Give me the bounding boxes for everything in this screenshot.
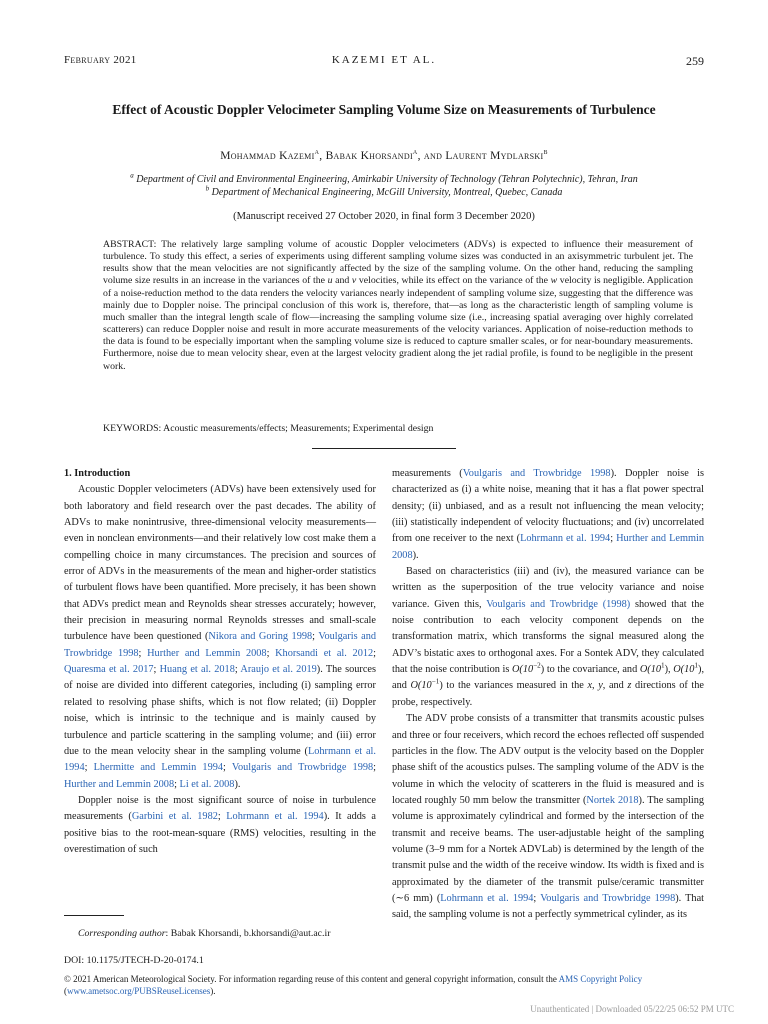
section-divider [312,448,456,449]
issue-date: February 2021 [64,54,137,66]
author-list: Mohammad Kazemi$^a$, Babak Khorsandi$^a$, and Laurent Mydlarski$^b$ [220,147,548,162]
manuscript-dates: (Manuscript received 27 October 2020, in final form 3 December 2020) [233,211,535,222]
left-column [64,466,376,858]
affiliation-a: Department of Civil and Environmental Engineering, Amirkabir University of Technology (Tehran Polytechnic), Tehran, Iran [136,174,638,185]
author-mydlarski: Laurent Mydlarski [445,150,544,162]
citation-link[interactable]: Lohrmann et al. 1994 [440,892,534,904]
citation-link[interactable]: Hurther and Lemmin 2008 [64,778,175,790]
citation-link[interactable]: Lohrmann et al. 1994 [226,811,324,823]
affiliations: $^a$ Department of Civil and Environmental Engineering, Amirkabir University of Technology (Tehran Polytechnic), Tehran, Iran $^b$ Department of Mechanical Engineering, McGill University, Montreal, Quebec, Canada [130,171,638,198]
keywords: KEYWORDS: Acoustic measurements/effects; Measurements; Experimental design [103,423,434,434]
citation-link[interactable]: Hurther and Lemmin 2008 [147,647,267,659]
abstract-label: ABSTRACT: [103,239,157,250]
citation-link[interactable]: Voulgaris and Trowbridge (1998) [486,598,631,610]
citation-link[interactable]: Nikora and Goring 1998 [208,631,313,643]
paragraph: Based on characteristics (iii) and (iv), the measured variance can be written as the superposition of the true velocity variance and noise variance. Given this, Voulgaris and Trowbridge (1998) showed that the noise contribution to each velocity component depends on the transformation matrix, which transforms the signal measured along the ADV’s bistatic axes to orthogonal axes. For a Sontek ADV, they calculated that the noise contribution is $O(10^{-2})$ to the covariance, and $O(10^1)$, $O(10^1)$, and $O(10^{-1})$ to the variances measured in the x, y, and z directions of the probe, respectively. [392,566,705,708]
author-khorsandi: Babak Khorsandi [325,150,413,162]
citation-link[interactable]: Quaresma et al. 2017 [64,664,154,676]
footnote-rule [64,915,124,916]
right-column [392,466,704,924]
citation-link[interactable]: Huang et al. 2018 [159,664,235,676]
copyright-policy-link[interactable]: AMS Copyright Policy [558,974,643,984]
citation-link[interactable]: Voulgaris and Trowbridge 1998 [462,468,611,479]
page-number: 259 [686,54,704,68]
running-head: KAZEMI ET AL. [331,54,437,66]
citation-link[interactable]: Hurther and Lemmin 2008 [392,533,704,561]
reuse-license-link[interactable]: www.ametsoc.org/PUBSReuseLicenses [67,986,211,996]
affiliation-b: Department of Mechanical Engineering, McGill University, Montreal, Quebec, Canada [211,187,563,198]
citation-link[interactable]: Lohrmann et al. 1994 [64,745,376,774]
paper-title: Effect of Acoustic Doppler Velocimeter Sampling Volume Size on Measurements of Turbulence [112,102,656,117]
section-heading: 1. Introduction [64,468,131,479]
citation-link[interactable]: Li et al. 2008 [179,778,235,790]
citation-link[interactable]: Garbini et al. 1982 [131,811,218,823]
citation-link[interactable]: Voulgaris and Trowbridge 1998 [540,892,676,904]
citation-link[interactable]: Lhermitte and Lemmin 1994 [93,762,224,774]
abstract: ABSTRACT: The relatively large sampling volume of acoustic Doppler velocimeters (ADVs) is expected to influence their measurement of turbulence. To study this effect, a series of experiments using different sampling volume sizes was conducted in an axisymmetric turbulent jet. The results show that the mean velocities are not significantly affected by the size of the sampling volume. On the other hand, reducing the sampling volume size results in an increase in the variances of the u and v velocities, while its effect on the variance of the w velocity is negligible. Application of a noise-reduction method to the data renders the velocity variances nearly independent of sampling volume size, suggesting that the difference was mainly due to Doppler noise. The principal conclusion of this work is, therefore, that—as long as the characteristic length of sampling volume is much smaller than the integral length scale of flow—increasing the sampling volume size (i.e., increasing spatial averaging over highly correlated scatterers) can reduce Doppler noise and result in more accurate measurements of the velocity variances. Application of noise-reduction methods to the data is found to be especially important when the sampling volume size is reduced to capture smaller scales, or for near-boundary measurements. Furthermore, noise due to mean velocity shear, even at the largest velocity gradient along the jet radial profile, is found to be negligible in the present work. [103,239,694,372]
citation-link[interactable]: Araujo et al. 2019 [240,664,317,676]
paragraph: measurements (Voulgaris and Trowbridge 1998). Doppler noise is characterized as (i) a white noise, meaning that it has a flat power spectral density; (ii) unbiased, and as a result not influencing the mean velocity; (iii) statistically independent of velocity fluctuations; and (iv) uncorrelated from one receiver to the next (Lohrmann et al. 1994; Hurther and Lemmin 2008). [392,468,704,561]
citation-link[interactable]: Khorsandi et al. 2012 [275,647,374,659]
citation-link[interactable]: Lohrmann et al. 1994 [520,533,611,545]
paragraph: Acoustic Doppler velocimeters (ADVs) have been extensively used for both laboratory and field research over the past decades. The ability of ADVs to make nonintrusive, three-dimensional velocity measurements—even in nonclean environments—and their relatively low cost make them a compelling choice in many circumstances. The precision and sources of error of ADVs in the measurements of the mean and higher-order statistics of turbulent flows have been quantified. More precisely, it has been shown that ADVs predict mean and Reynolds shear stresses accurately; however, their precision in measuring normal Reynolds stresses and small-scale turbulence have been questioned (Nikora and Goring 1998; Voulgaris and Trowbridge 1998; Hurther and Lemmin 2008; Khorsandi et al. 2012; Quaresma et al. 2017; Huang et al. 2018; Araujo et al. 2019). The sources of noise are divided into different categories, including (i) sampling error related to resolving phase shifts, which is not flow related; (ii) Doppler noise, which is intrinsic to the technique and is mainly caused by turbulence and particle scattering in the sampling volume; and (iii) error due to the mean velocity shear in the sampling volume (Lohrmann et al. 1994; Lhermitte and Lemmin 1994; Voulgaris and Trowbridge 1998; Hurther and Lemmin 2008; Li et al. 2008). [64,484,377,790]
citation-link[interactable]: Nortek 2018 [586,794,639,806]
copyright-notice: © 2021 American Meteorological Society. For information regarding reuse of this content and general copyright information, consult the AMS Copyright Policy (www.ametsoc.org/PUBSReuseLicenses). [64,974,643,996]
paragraph: The ADV probe consists of a transmitter that transmits acoustic pulses and three or four receivers, which record the echoes reflected off suspended particles in the flow. The ADV output is the velocity based on the Doppler phase shift of the acoustics pulses. The sampling volume of the ADV is the volume in which the velocity of scatterers in the fluid is measured and is located roughly 50 mm below the transmitter (Nortek 2018). The sampling volume is approximately cylindrical and formed by the intersection of the transmit and receive beams. The user-adjustable height of the sampling volume (3–9 mm for a Nortek ADVLab) is determined by the length of the transmit pulse and the width of the receive window. Its width is fixed and is approximated by the diameter of the transmit pulse/ceramic transmitter (∼6 mm) (Lohrmann et al. 1994; Voulgaris and Trowbridge 1998). That said, the sampling volume is not a perfectly symmetrical cylinder, as its [392,713,705,921]
citation-link[interactable]: Voulgaris and Trowbridge 1998 [64,631,376,659]
page-header [64,54,704,70]
paragraph: Doppler noise is the most significant source of noise in turbulence measurements (Garbini et al. 1982; Lohrmann et al. 1994). It adds a positive bias to the root-mean-square (RMS) velocities, resulting in the overestimation of such [64,794,376,855]
doi: DOI: 10.1175/JTECH-D-20-0174.1 [64,955,204,966]
download-stamp: Unauthenticated | Downloaded 05/22/25 06:52 PM UTC [530,1004,734,1014]
corresponding-author: Corresponding author: Babak Khorsandi, b.khorsandi@aut.ac.ir [78,928,331,939]
keywords-label: KEYWORDS: [103,423,162,434]
citation-link[interactable]: Voulgaris and Trowbridge 1998 [231,762,374,774]
author-kazemi: Mohammad Kazemi [220,150,315,162]
